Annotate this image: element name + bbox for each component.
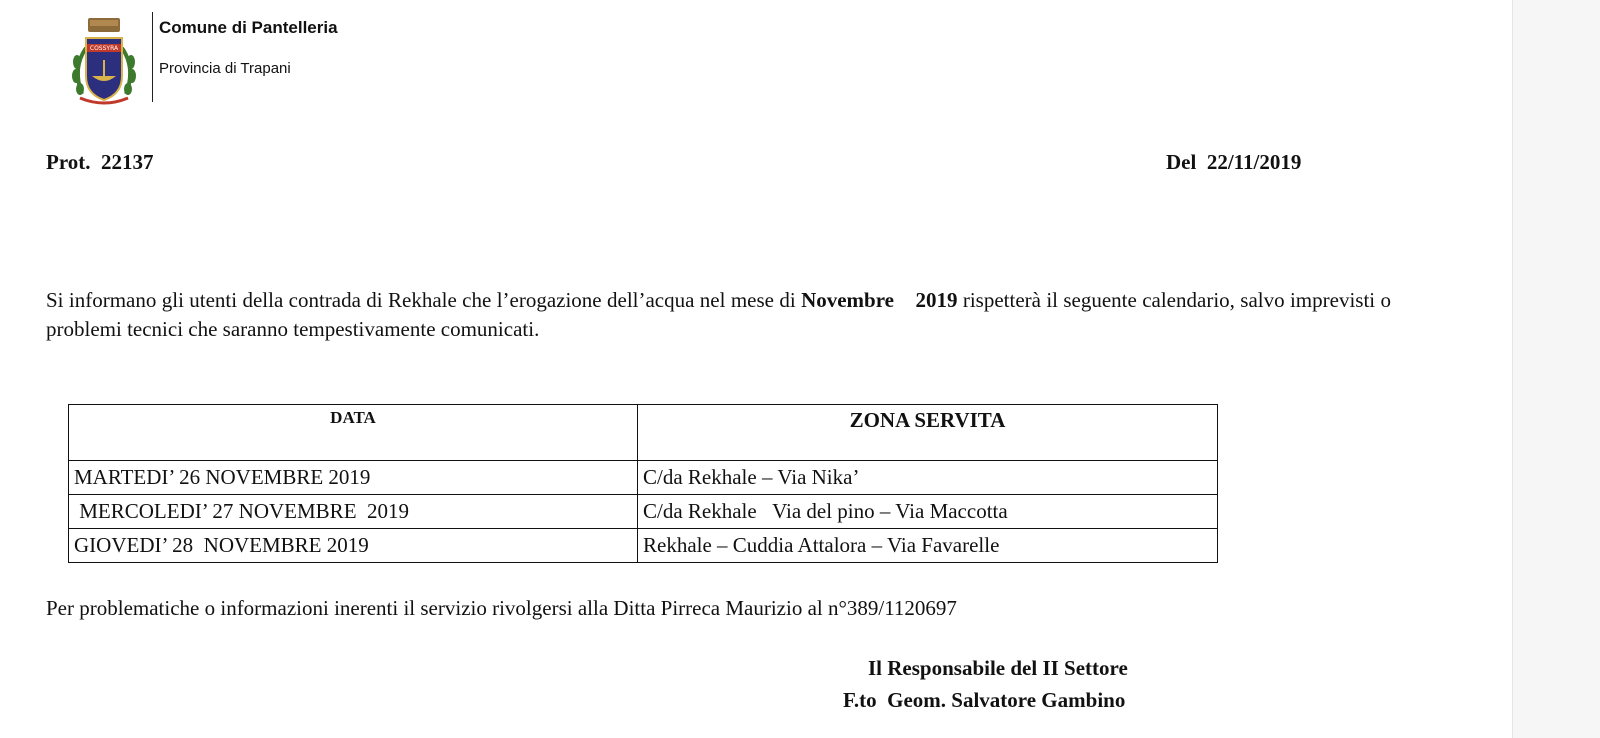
row-zone: C/da Rekhale Via del pino – Via Maccotta xyxy=(638,495,1218,529)
intro-text-end: rispetterà il seguente calendario, salvo imprevisti o problemi tecnici che saranno tempestivamente comunicati. xyxy=(46,288,1391,341)
table-header-row xyxy=(69,405,1218,461)
row-zone: Rekhale – Cuddia Attalora – Via Favarelle xyxy=(638,529,1218,563)
municipal-crest-logo xyxy=(66,16,142,108)
header-data: DATA xyxy=(69,405,638,461)
row-date: MERCOLEDI’ 27 NOVEMBRE 2019 xyxy=(69,495,638,529)
province-name: Provincia di Trapani xyxy=(159,60,291,77)
row-zone: C/da Rekhale – Via Nika’ xyxy=(638,461,1218,495)
intro-text-start: Si informano gli utenti della contrada di Rekhale che l’erogazione dell’acqua nel mese di xyxy=(46,288,802,312)
row-date: MARTEDI’ 26 NOVEMBRE 2019 xyxy=(69,461,638,495)
intro-paragraph xyxy=(46,286,1391,344)
system-nav-bar xyxy=(1512,0,1600,738)
protocol-date: Del 22/11/2019 xyxy=(1166,150,1302,174)
signatory-name: F.to Geom. Salvatore Gambino xyxy=(843,688,1126,712)
municipality-name: Comune di Pantelleria xyxy=(159,18,338,37)
intro-month: Novembre xyxy=(801,288,894,312)
table-row xyxy=(69,495,1218,529)
table-row xyxy=(69,529,1218,563)
intro-year: 2019 xyxy=(915,288,958,312)
table-row xyxy=(69,461,1218,495)
header-divider xyxy=(152,12,153,102)
header-zona-servita: ZONA SERVITA xyxy=(638,405,1218,461)
protocol-number: Prot. 22137 xyxy=(46,150,154,174)
contact-info: Per problematiche o informazioni inerenti il servizio rivolgersi alla Ditta Pirreca Maurizio al n°389/1120697 xyxy=(46,596,957,620)
crest-banner-text: COSSYRA xyxy=(89,45,119,52)
signatory-role: Il Responsabile del II Settore xyxy=(868,656,1128,680)
water-schedule-table xyxy=(68,404,1218,563)
row-date: GIOVEDI’ 28 NOVEMBRE 2019 xyxy=(69,529,638,563)
